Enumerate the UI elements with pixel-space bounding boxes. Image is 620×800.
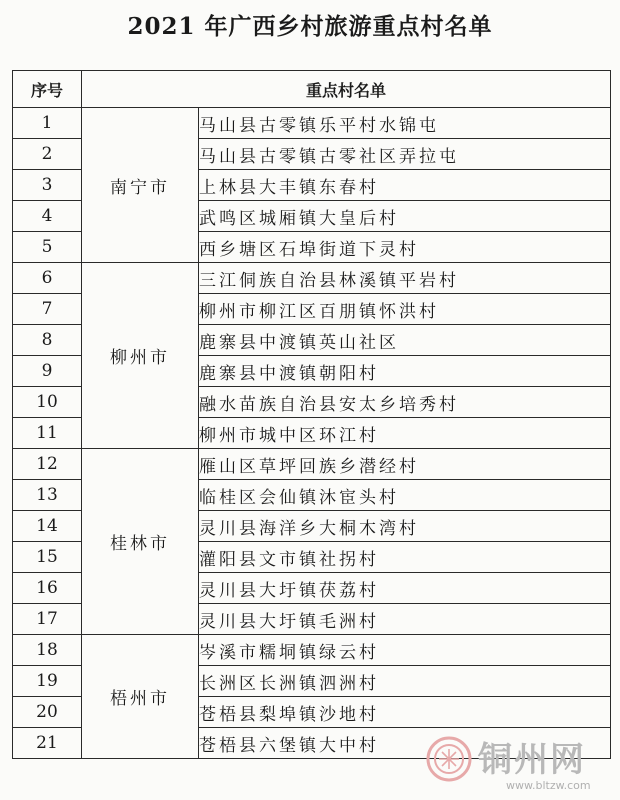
row-index: 3 (13, 170, 82, 201)
row-index: 5 (13, 232, 82, 263)
row-index: 14 (13, 511, 82, 542)
village-name: 灵川县大圩镇茯荔村 (199, 573, 611, 604)
watermark-name: 铜州网 (478, 740, 586, 780)
village-name: 鹿寨县中渡镇英山社区 (199, 325, 611, 356)
table-row (13, 108, 611, 139)
village-name: 柳州市柳江区百朋镇怀洪村 (199, 294, 611, 325)
village-name: 灌阳县文市镇社拐村 (199, 542, 611, 573)
village-name: 融水苗族自治县安太乡培秀村 (199, 387, 611, 418)
village-name: 雁山区草坪回族乡潜经村 (199, 449, 611, 480)
city-cell: 桂林市 (82, 449, 199, 635)
table-row (13, 635, 611, 666)
village-name: 上林县大丰镇东春村 (199, 170, 611, 201)
row-index: 6 (13, 263, 82, 294)
village-name: 马山县古零镇古零社区弄拉屯 (199, 139, 611, 170)
village-name: 柳州市城中区环江村 (199, 418, 611, 449)
row-index: 2 (13, 139, 82, 170)
village-name: 马山县古零镇乐平村水锦屯 (199, 108, 611, 139)
village-list-table (12, 70, 611, 759)
city-cell: 南宁市 (82, 108, 199, 263)
page-title: 2021 年广西乡村旅游重点村名单 (127, 13, 493, 40)
row-index: 19 (13, 666, 82, 697)
row-index: 18 (13, 635, 82, 666)
village-name: 苍梧县梨埠镇沙地村 (199, 697, 611, 728)
table-row (13, 263, 611, 294)
table-row (13, 449, 611, 480)
row-index: 13 (13, 480, 82, 511)
row-index: 1 (13, 108, 82, 139)
village-name: 长洲区长洲镇泗洲村 (199, 666, 611, 697)
row-index: 9 (13, 356, 82, 387)
village-name: 鹿寨县中渡镇朝阳村 (199, 356, 611, 387)
row-index: 10 (13, 387, 82, 418)
row-index: 12 (13, 449, 82, 480)
row-index: 15 (13, 542, 82, 573)
row-index: 21 (13, 728, 82, 759)
header-village-list: 重点村名单 (82, 71, 611, 108)
watermark-url: www.bltzw.com (506, 779, 591, 792)
village-name: 岑溪市糯垌镇绿云村 (199, 635, 611, 666)
row-index: 7 (13, 294, 82, 325)
watermark-seal-icon (426, 736, 472, 782)
village-name: 西乡塘区石埠街道下灵村 (199, 232, 611, 263)
city-cell: 柳州市 (82, 263, 199, 449)
city-cell: 梧州市 (82, 635, 199, 759)
row-index: 20 (13, 697, 82, 728)
village-name: 武鸣区城厢镇大皇后村 (199, 201, 611, 232)
row-index: 8 (13, 325, 82, 356)
row-index: 17 (13, 604, 82, 635)
row-index: 11 (13, 418, 82, 449)
header-index: 序号 (13, 71, 82, 108)
village-name: 三江侗族自治县林溪镇平岩村 (199, 263, 611, 294)
site-watermark (420, 730, 620, 800)
village-name: 灵川县大圩镇毛洲村 (199, 604, 611, 635)
village-name: 灵川县海洋乡大桐木湾村 (199, 511, 611, 542)
village-name: 临桂区会仙镇沐宦头村 (199, 480, 611, 511)
row-index: 16 (13, 573, 82, 604)
village-name: 苍梧县六堡镇大中村 (199, 728, 611, 759)
row-index: 4 (13, 201, 82, 232)
table-header-row (13, 71, 611, 108)
